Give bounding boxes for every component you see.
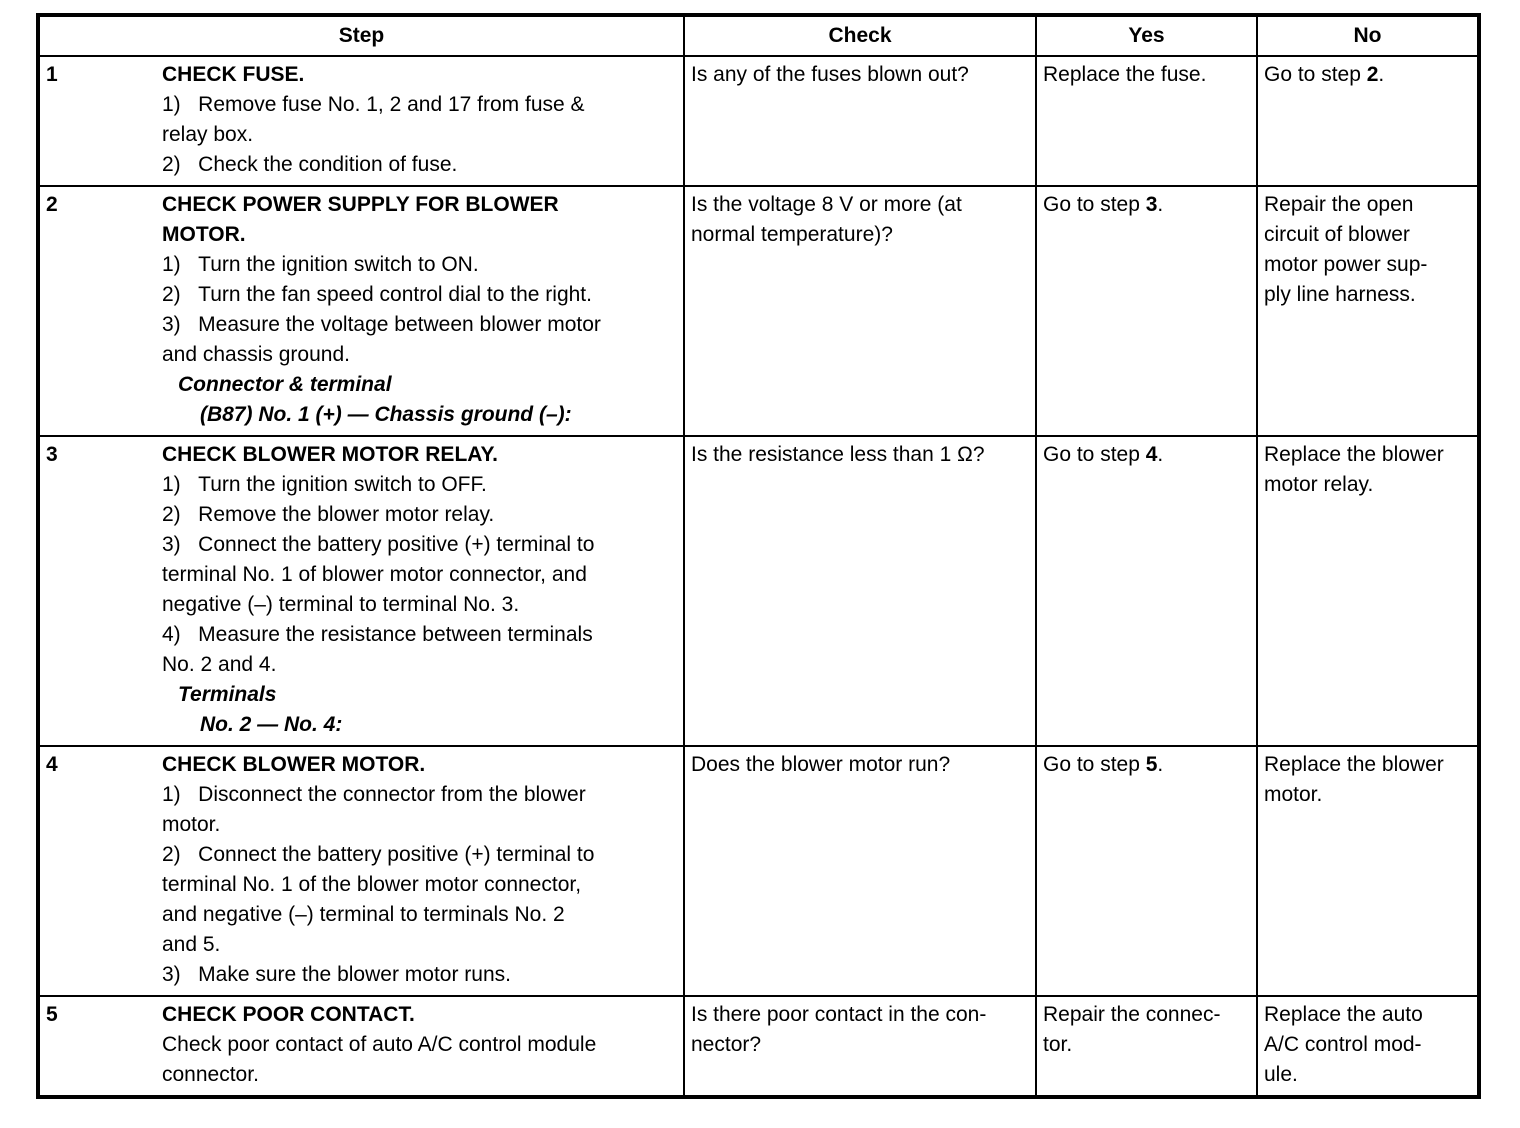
yes-text-segment: Go to step bbox=[1043, 443, 1146, 466]
check-cell bbox=[684, 746, 1036, 996]
yes-text-segment: . bbox=[1157, 753, 1164, 776]
check-cell bbox=[684, 996, 1036, 1097]
no-cell bbox=[1257, 996, 1479, 1097]
check-line: Is the voltage 8 V or more (at bbox=[691, 193, 962, 216]
check-line: Is the resistance less than 1 Ω? bbox=[691, 443, 985, 466]
check-cell bbox=[684, 436, 1036, 746]
column-header-yes: Yes bbox=[1036, 15, 1257, 56]
step-instructions bbox=[162, 190, 677, 430]
no-line: motor power sup- bbox=[1264, 253, 1428, 276]
no-cell bbox=[1257, 746, 1479, 996]
yes-text-segment: Go to step bbox=[1043, 753, 1146, 776]
no-text-segment: 2 bbox=[1366, 63, 1379, 86]
step-instructions bbox=[162, 60, 677, 180]
step-cell-layout bbox=[46, 60, 677, 180]
table-row bbox=[38, 436, 1479, 746]
step-line: CHECK POWER SUPPLY FOR BLOWER bbox=[162, 193, 559, 216]
step-cell bbox=[38, 996, 684, 1097]
check-cell bbox=[684, 186, 1036, 436]
table-row bbox=[38, 56, 1479, 186]
step-line: 1) Turn the ignition switch to OFF. bbox=[162, 473, 487, 496]
table-header bbox=[38, 15, 1479, 56]
step-instructions bbox=[162, 1000, 677, 1090]
no-line: A/C control mod- bbox=[1264, 1033, 1422, 1056]
yes-text-segment: . bbox=[1157, 193, 1164, 216]
no-line: ply line harness. bbox=[1264, 283, 1416, 306]
step-line: motor. bbox=[162, 813, 221, 836]
step-line: and 5. bbox=[162, 933, 221, 956]
yes-text-segment: 4 bbox=[1145, 443, 1158, 466]
step-line: CHECK BLOWER MOTOR. bbox=[162, 753, 426, 776]
yes-cell bbox=[1036, 436, 1257, 746]
yes-cell bbox=[1036, 746, 1257, 996]
step-instructions bbox=[162, 750, 677, 990]
step-cell-layout bbox=[46, 190, 677, 430]
no-text-segment: Go to step bbox=[1264, 63, 1367, 86]
step-instructions bbox=[162, 440, 677, 740]
step-line: No. 2 and 4. bbox=[162, 653, 277, 676]
step-line: 3) Connect the battery positive (+) terminal to bbox=[162, 533, 595, 556]
diagnostic-table-wrapper bbox=[36, 13, 1481, 1099]
step-line: 2) Remove the blower motor relay. bbox=[162, 503, 495, 526]
no-line: Replace the blower bbox=[1264, 753, 1444, 776]
step-line: 4) Measure the resistance between terminals bbox=[162, 623, 593, 646]
step-line: relay box. bbox=[162, 123, 254, 146]
yes-line bbox=[1043, 190, 1250, 220]
step-number: 1 bbox=[46, 63, 58, 86]
table-body bbox=[38, 56, 1479, 1097]
table-row bbox=[38, 186, 1479, 436]
step-line: CHECK POOR CONTACT. bbox=[162, 1003, 415, 1026]
step-cell bbox=[38, 56, 684, 186]
table-header-row bbox=[38, 15, 1479, 56]
no-line: Repair the open bbox=[1264, 193, 1414, 216]
no-cell bbox=[1257, 436, 1479, 746]
step-number: 3 bbox=[46, 443, 58, 466]
table-row bbox=[38, 996, 1479, 1097]
step-line: 2) Turn the fan speed control dial to the right. bbox=[162, 283, 592, 306]
yes-cell bbox=[1036, 56, 1257, 186]
check-cell bbox=[684, 56, 1036, 186]
yes-line: Repair the connec- bbox=[1043, 1003, 1221, 1026]
step-line: Terminals bbox=[178, 683, 277, 706]
step-line: negative (–) terminal to terminal No. 3. bbox=[162, 593, 520, 616]
step-line: No. 2 — No. 4: bbox=[200, 713, 343, 736]
step-line: 3) Measure the voltage between blower motor bbox=[162, 313, 601, 336]
check-line: normal temperature)? bbox=[691, 223, 893, 246]
step-line: CHECK BLOWER MOTOR RELAY. bbox=[162, 443, 499, 466]
step-line: and negative (–) terminal to terminals No. 2 bbox=[162, 903, 565, 926]
step-line: connector. bbox=[162, 1063, 259, 1086]
step-line: MOTOR. bbox=[162, 223, 246, 246]
step-line: CHECK FUSE. bbox=[162, 63, 305, 86]
step-line: 1) Remove fuse No. 1, 2 and 17 from fuse & bbox=[162, 93, 585, 116]
step-line: 2) Check the condition of fuse. bbox=[162, 153, 458, 176]
no-cell bbox=[1257, 56, 1479, 186]
no-line bbox=[1264, 60, 1471, 90]
step-line: 1) Disconnect the connector from the blower bbox=[162, 783, 586, 806]
step-line: terminal No. 1 of blower motor connector, and bbox=[162, 563, 587, 586]
step-line: 2) Connect the battery positive (+) terminal to bbox=[162, 843, 595, 866]
step-line: Check poor contact of auto A/C control module bbox=[162, 1033, 597, 1056]
step-line: 3) Make sure the blower motor runs. bbox=[162, 963, 511, 986]
step-cell-layout bbox=[46, 1000, 677, 1090]
step-cell-layout bbox=[46, 750, 677, 990]
check-line: nector? bbox=[691, 1033, 762, 1056]
step-number: 5 bbox=[46, 1003, 58, 1026]
column-header-no: No bbox=[1257, 15, 1479, 56]
step-cell-layout bbox=[46, 440, 677, 740]
yes-cell bbox=[1036, 186, 1257, 436]
check-line: Does the blower motor run? bbox=[691, 753, 951, 776]
no-line: ule. bbox=[1264, 1063, 1298, 1086]
yes-line: tor. bbox=[1043, 1033, 1073, 1056]
step-line: 1) Turn the ignition switch to ON. bbox=[162, 253, 479, 276]
yes-cell bbox=[1036, 996, 1257, 1097]
no-line: motor. bbox=[1264, 783, 1323, 806]
step-line: (B87) No. 1 (+) — Chassis ground (–): bbox=[200, 403, 572, 426]
step-number: 4 bbox=[46, 753, 58, 776]
check-line: Is any of the fuses blown out? bbox=[691, 63, 969, 86]
yes-line bbox=[1043, 440, 1250, 470]
yes-text-segment: 5 bbox=[1145, 753, 1158, 776]
no-line: circuit of blower bbox=[1264, 223, 1410, 246]
step-cell bbox=[38, 186, 684, 436]
step-number: 2 bbox=[46, 193, 58, 216]
step-line: Connector & terminal bbox=[178, 373, 392, 396]
no-text-segment: . bbox=[1378, 63, 1385, 86]
yes-line: Replace the fuse. bbox=[1043, 63, 1207, 86]
step-cell bbox=[38, 436, 684, 746]
no-line: Replace the auto bbox=[1264, 1003, 1423, 1026]
diagnostic-procedure-table bbox=[36, 13, 1481, 1099]
no-line: Replace the blower bbox=[1264, 443, 1444, 466]
yes-text-segment: Go to step bbox=[1043, 193, 1146, 216]
no-line: motor relay. bbox=[1264, 473, 1374, 496]
column-header-step: Step bbox=[38, 15, 684, 56]
table-row bbox=[38, 746, 1479, 996]
yes-text-segment: 3 bbox=[1145, 193, 1158, 216]
column-header-check: Check bbox=[684, 15, 1036, 56]
check-line: Is there poor contact in the con- bbox=[691, 1003, 987, 1026]
no-cell bbox=[1257, 186, 1479, 436]
step-line: terminal No. 1 of the blower motor connector, bbox=[162, 873, 582, 896]
yes-text-segment: . bbox=[1157, 443, 1164, 466]
step-cell bbox=[38, 746, 684, 996]
step-line: and chassis ground. bbox=[162, 343, 350, 366]
yes-line bbox=[1043, 750, 1250, 780]
